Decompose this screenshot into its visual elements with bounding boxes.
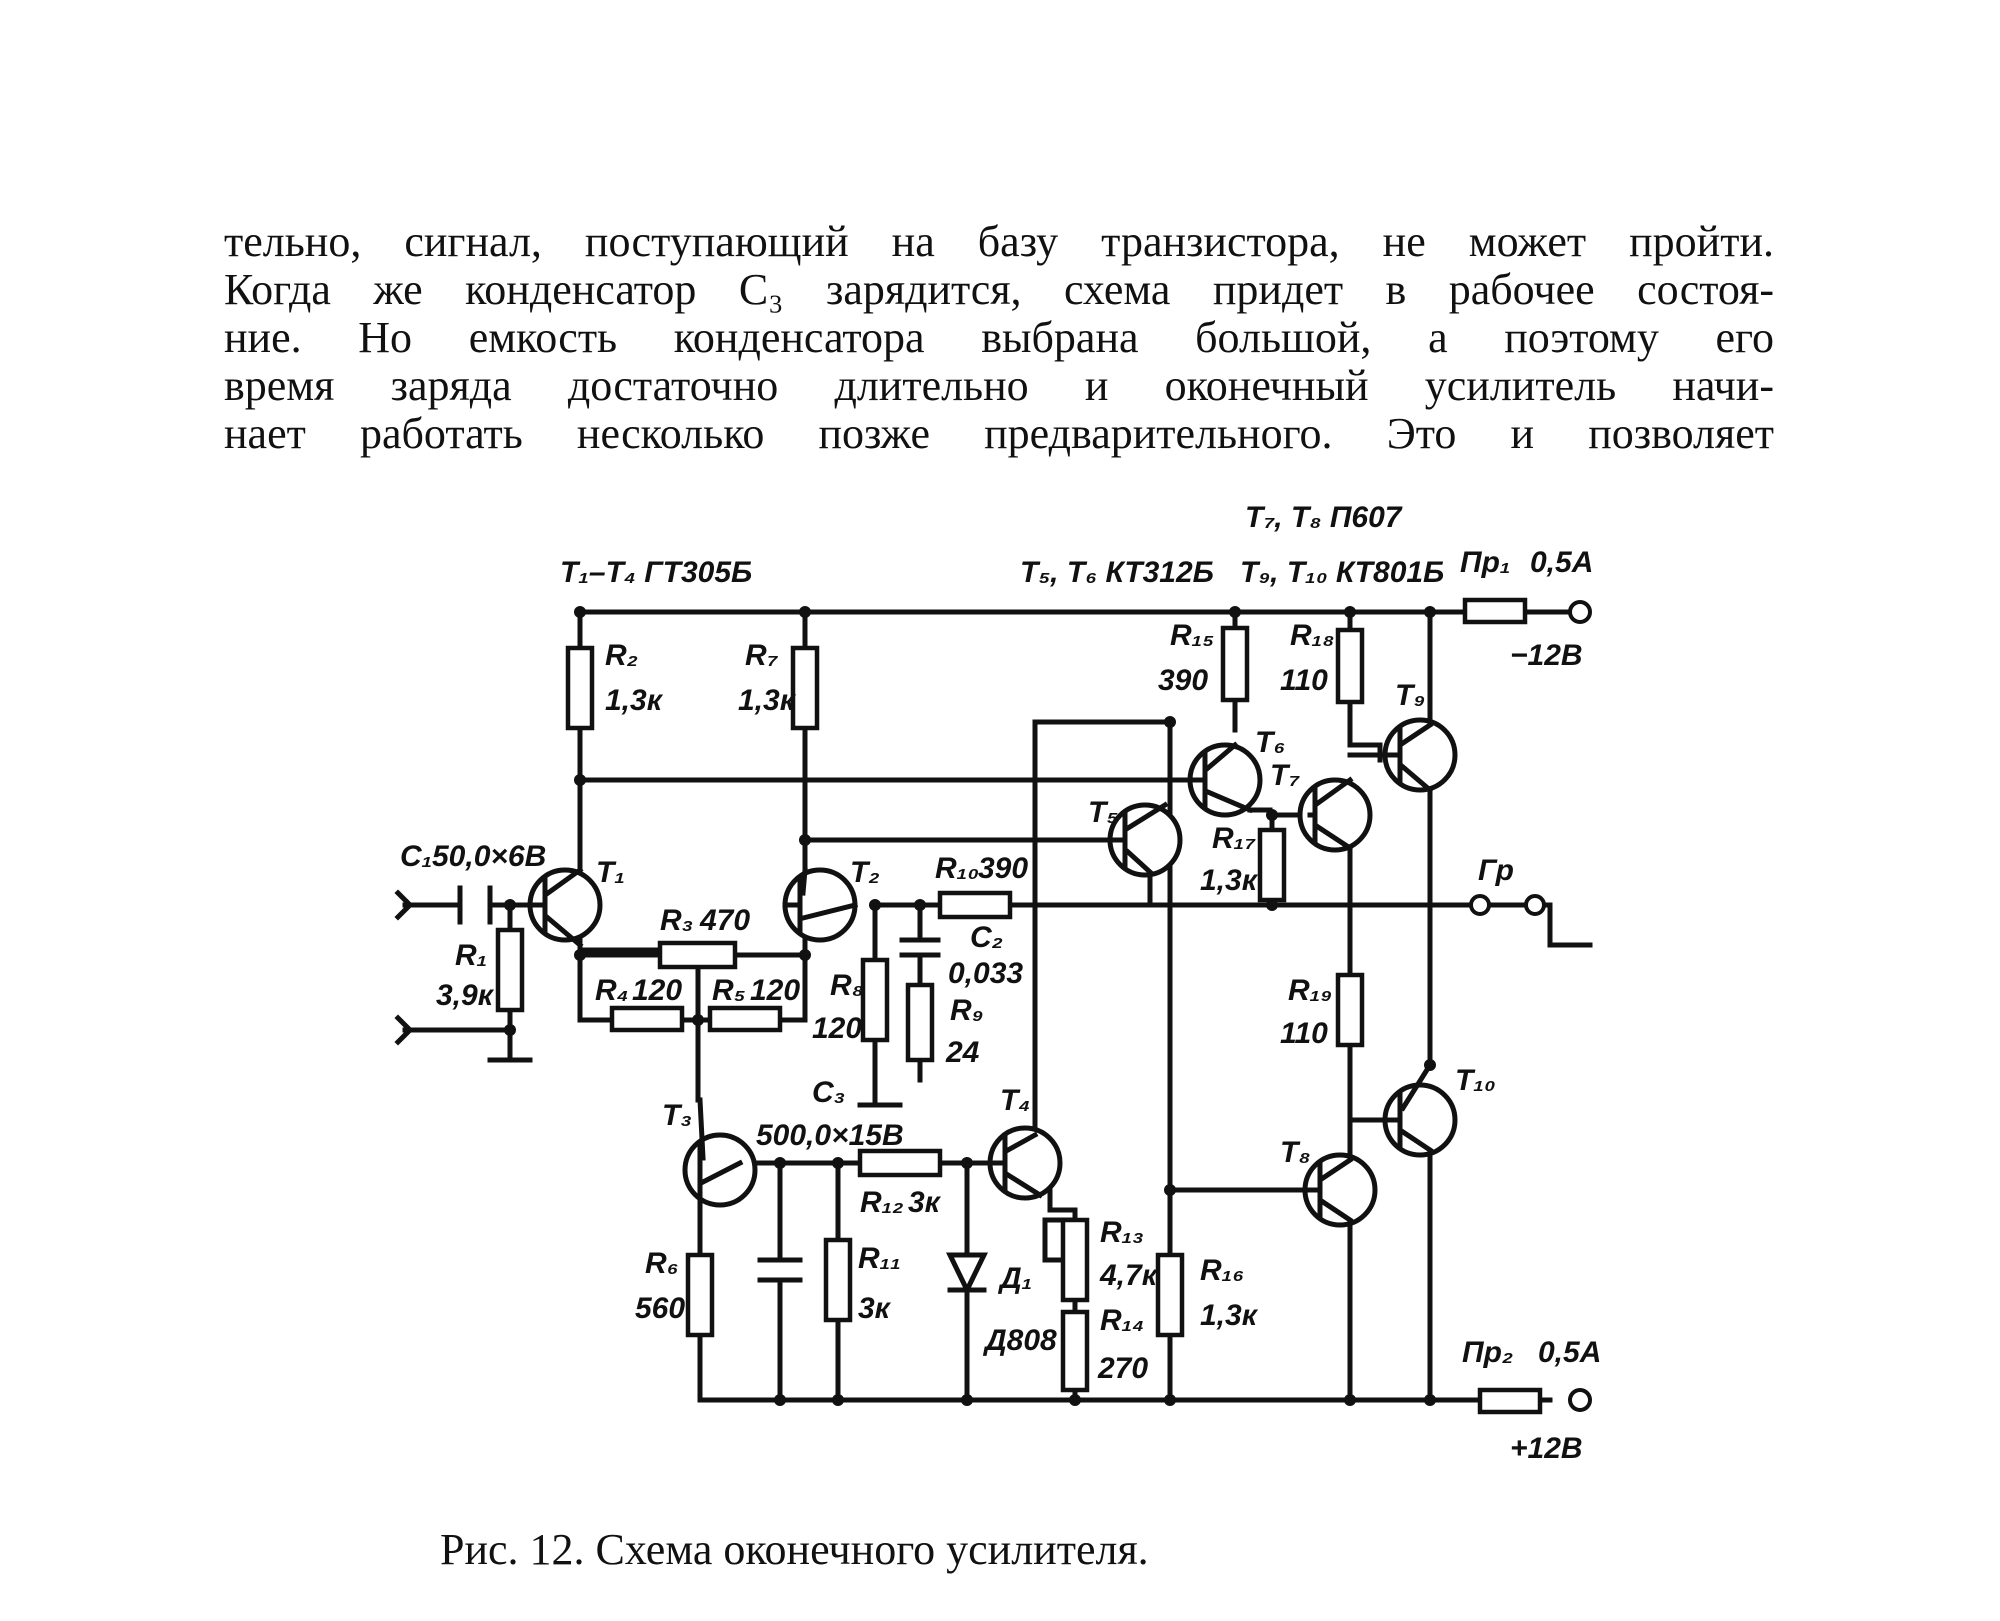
label-t1: T₁ [596,856,625,889]
label-fuse2-name: Пр₂ [1462,1336,1514,1369]
label-c2-value: 0,033 [948,957,1024,990]
transistor-t3 [685,1100,755,1205]
label-r11-name: R₁₁ [858,1242,901,1275]
label-t7: T₇ [1270,759,1300,792]
r13-resistor [1063,1220,1087,1300]
text-line-2: Когда же конденсатор C₃ зарядится, схема придет в рабочее состоя- [224,265,1774,314]
label-c1-value: 50,0×6В [432,840,547,873]
label-t2: T₂ [850,856,880,889]
label-t5: T₅ [1088,796,1119,829]
label-r5-value: 120 [750,974,801,1007]
label-r7-name: R₇ [745,639,778,672]
c1-capacitor [460,888,490,922]
r10-resistor [940,893,1010,917]
terminal-neg-12v [1570,602,1590,622]
label-c3-value: 500,0×15В [756,1119,904,1152]
output-terminal-2 [1526,896,1544,914]
r1-resistor [498,930,522,1010]
label-supply-neg: −12В [1510,639,1583,672]
label-r19-name: R₁₉ [1288,974,1333,1007]
label-c3-name: C₃ [812,1076,846,1109]
terminal-pos-12v [1570,1390,1590,1410]
label-r7-value: 1,3к [738,684,795,717]
label-t5-t6-type: T₅, T₆ КТ312Б [1020,556,1214,589]
label-r9-name: R₉ [950,994,984,1027]
r6-resistor [688,1255,712,1335]
c2-capacitor [902,940,938,955]
r4-resistor [612,1008,682,1030]
label-r2-name: R₂ [605,639,639,672]
r17-resistor [1260,830,1284,900]
text-line-4: время заряда достаточно длительно и оконечный усилитель начи- [224,361,1774,410]
fuse1-element [1465,600,1525,622]
r3-resistor [660,943,735,967]
label-r3-value: 470 [700,904,751,937]
label-r18-value: 110 [1280,664,1328,697]
label-output: Гр [1478,854,1514,887]
label-fuse1-name: Пр₁ [1460,546,1511,579]
label-r19-value: 110 [1280,1017,1328,1050]
label-r4-name: R₄ [595,974,629,1007]
label-t1-t4-type: T₁–T₄ ГТ305Б [560,556,753,589]
label-r12-name: R₁₂ [860,1186,904,1219]
label-r10-name: R₁₀ [935,852,980,885]
label-r16-name: R₁₆ [1200,1254,1245,1287]
label-d1-name: Д₁ [1000,1262,1033,1295]
label-fuse2-value: 0,5А [1538,1336,1602,1369]
transistor-t7 [1300,780,1370,850]
r15-resistor [1223,628,1247,700]
d1-zener-diode [950,1255,984,1290]
transistor-t4 [990,1128,1060,1198]
r9-resistor [908,985,932,1060]
transistor-t9 [1385,720,1455,790]
label-r9-value: 24 [946,1036,980,1069]
label-r12-value: 3к [908,1186,940,1219]
label-r5-name: R₅ [712,974,746,1007]
text-line-1: тельно, сигнал, поступающий на базу транзистора, не может пройти. [224,217,1774,266]
r19-resistor [1338,975,1362,1045]
label-t6: T₆ [1255,726,1286,759]
label-r6-value: 560 [635,1292,686,1325]
r12-resistor [860,1151,940,1175]
label-r14-name: R₁₄ [1100,1304,1145,1337]
label-fuse1-value: 0,5А [1530,546,1594,579]
label-c1-name: C₁ [400,840,433,873]
label-r14-value: 270 [1098,1352,1149,1385]
r2-resistor [568,648,592,728]
label-t10: T₁₀ [1455,1064,1496,1097]
label-r15-value: 390 [1158,664,1209,697]
transistor-t2 [785,870,855,940]
r18-resistor [1338,630,1362,702]
output-terminal-1 [1471,896,1489,914]
label-t9: T₉ [1395,679,1426,712]
label-t7-t8-type: T₇, T₈ П607 [1245,501,1402,534]
text-line-5: нает работать несколько позже предварительного. Это и позволяет [224,409,1774,458]
label-c2-name: C₂ [970,921,1004,954]
label-r8-value: 120 [812,1012,863,1045]
transistor-t1 [525,870,600,945]
label-r13-name: R₁₃ [1100,1216,1144,1249]
r7-resistor [793,648,817,728]
r11-resistor [826,1240,850,1320]
transistor-t5 [1110,805,1180,875]
transistor-t6 [1190,745,1260,815]
figure-caption: Рис. 12. Схема оконечного усилителя. [440,1525,1149,1574]
label-t8: T₈ [1280,1136,1311,1169]
label-r18-name: R₁₈ [1290,619,1335,652]
r5-resistor [710,1008,780,1030]
text-line-3: ние. Но емкость конденсатора выбрана большой, а поэтому его [224,313,1774,362]
label-r15-name: R₁₅ [1170,619,1215,652]
label-r10-value: 390 [978,852,1029,885]
label-r13-value: 4,7к [1100,1259,1157,1292]
r14-resistor [1063,1312,1087,1390]
label-r17-value: 1,3к [1200,864,1257,897]
label-t4: T₄ [1000,1084,1031,1117]
label-supply-pos: +12В [1510,1432,1583,1465]
label-d1-value: Д808 [985,1324,1057,1357]
r8-resistor [863,960,887,1040]
label-r6-name: R₆ [645,1247,679,1280]
r16-resistor [1158,1255,1182,1335]
label-t3: T₃ [662,1099,692,1132]
label-r17-name: R₁₇ [1212,822,1256,855]
label-r11-value: 3к [858,1292,890,1325]
fuse2-element [1480,1390,1540,1412]
label-r8-name: R₈ [830,969,864,1002]
label-r1-value: 3,9к [436,979,493,1012]
c3-capacitor [760,1260,800,1280]
label-r16-value: 1,3к [1200,1299,1257,1332]
transistor-t10 [1385,1065,1455,1155]
label-r2-value: 1,3к [605,684,662,717]
label-r1-name: R₁ [455,939,488,972]
label-r4-value: 120 [632,974,683,1007]
label-r3-name: R₃ [660,904,694,937]
transistor-t8 [1305,1155,1375,1225]
label-t9-t10-type: T₉, T₁₀ КТ801Б [1240,556,1445,589]
